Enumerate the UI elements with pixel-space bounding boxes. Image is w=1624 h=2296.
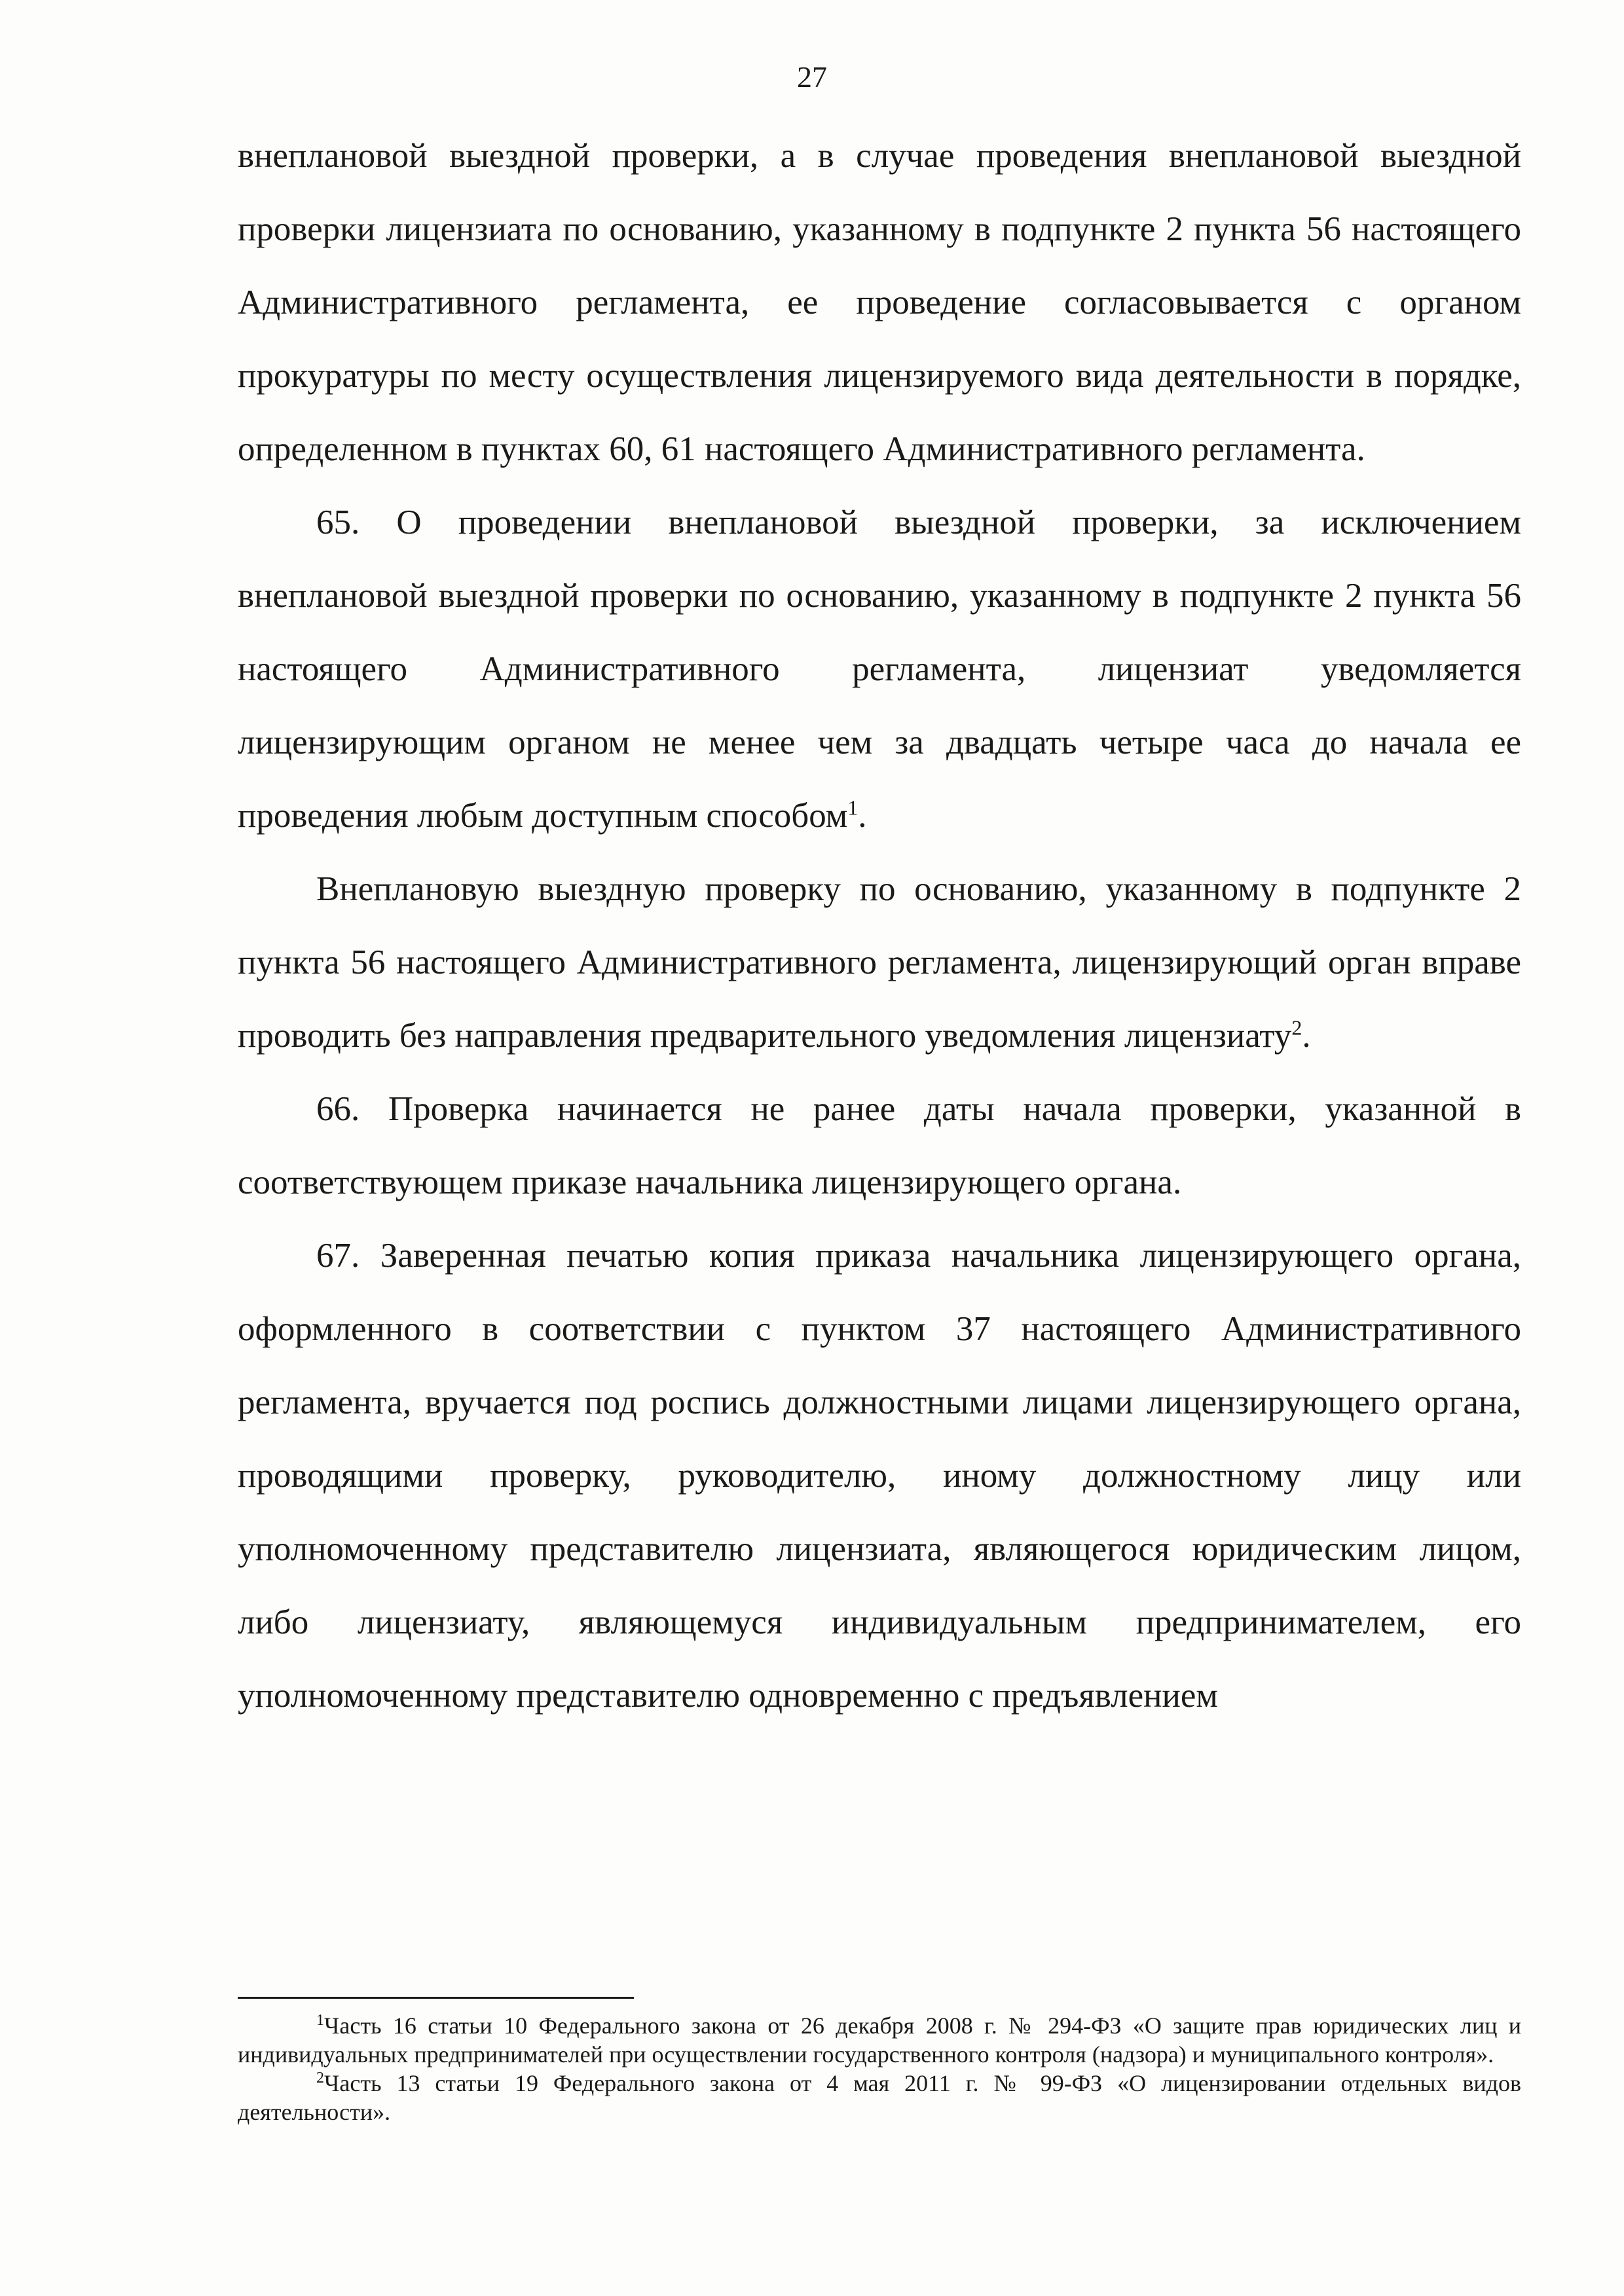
footnote-ref-1: 1: [847, 795, 858, 820]
paragraph-unplanned-inspection: [238, 852, 1521, 1072]
paragraph-67: 67. Заверенная печатью копия приказа начальника лицензирующего органа, оформленного в соответствии с пунктом 37 настоящего Административного регламента, вручается под роспись должностными лицами лицензирующего органа, проводящими проверку, руководителю, иному должностному лицу или уполномоченному представителю лицензиата, являющегося юридическим лицом, либо лицензиату, являющемуся индивидуальным предпринимателем, его уполномоченному представителю одновременно с предъявлением: [238, 1237, 1521, 1715]
paragraph-continuation: внеплановой выездной проверки, а в случае проведения внеплановой выездной проверки лицензиата по основанию, указанному в подпункте 2 пункта 56 настоящего Административного регламента, ее проведение согласовывается с органом прокуратуры по месту осуществления лицензируемого вида деятельности в порядке, определенном в пунктах 60, 61 настоящего Административного регламента.: [238, 137, 1521, 468]
paragraph-65: [238, 486, 1521, 852]
footnote-1-text: Часть 16 статьи 10 Федерального закона от 26 декабря 2008 г. № 294-ФЗ «О защите прав юридических лиц и индивидуальных предпринимателей при осуществлении государственного контроля (надзора) и муниципального контроля».: [238, 2013, 1521, 2068]
footnote-2: [238, 2069, 1521, 2126]
footnote-mark-2: 2: [316, 2069, 324, 2086]
paragraph-65-text: 65. О проведении внеплановой выездной проверки, за исключением внеплановой выездной проверки по основанию, указанному в подпункте 2 пункта 56 настоящего Административного регламента, лицензиат уведомляется лицензирующим органом не менее чем за двадцать четыре часа до начала ее проведения любым доступным способом: [238, 503, 1521, 835]
footnotes: [238, 2011, 1521, 2126]
paragraph-unplanned-text: Внеплановую выездную проверку по основанию, указанному в подпункте 2 пункта 56 настоящего Административного регламента, лицензирующий орган вправе проводить без направления предварительного уведомления лицензиату: [238, 870, 1521, 1055]
paragraph-66: 66. Проверка начинается не ранее даты начала проверки, указанной в соответствующем приказе начальника лицензирующего органа.: [238, 1090, 1521, 1201]
footnote-divider: [238, 1997, 634, 1999]
paragraph-65-end: .: [858, 797, 867, 835]
footnote-2-text: Часть 13 статьи 19 Федерального закона от 4 мая 2011 г. № 99-ФЗ «О лицензировании отдельных видов деятельности».: [238, 2070, 1521, 2125]
paragraph-unplanned-end: .: [1302, 1017, 1311, 1055]
footnote-mark-1: 1: [316, 2012, 324, 2029]
footnote-1: [238, 2011, 1521, 2069]
document-body: [238, 119, 1521, 1732]
footnote-ref-2: 2: [1291, 1015, 1302, 1040]
page-number: 27: [797, 60, 827, 94]
